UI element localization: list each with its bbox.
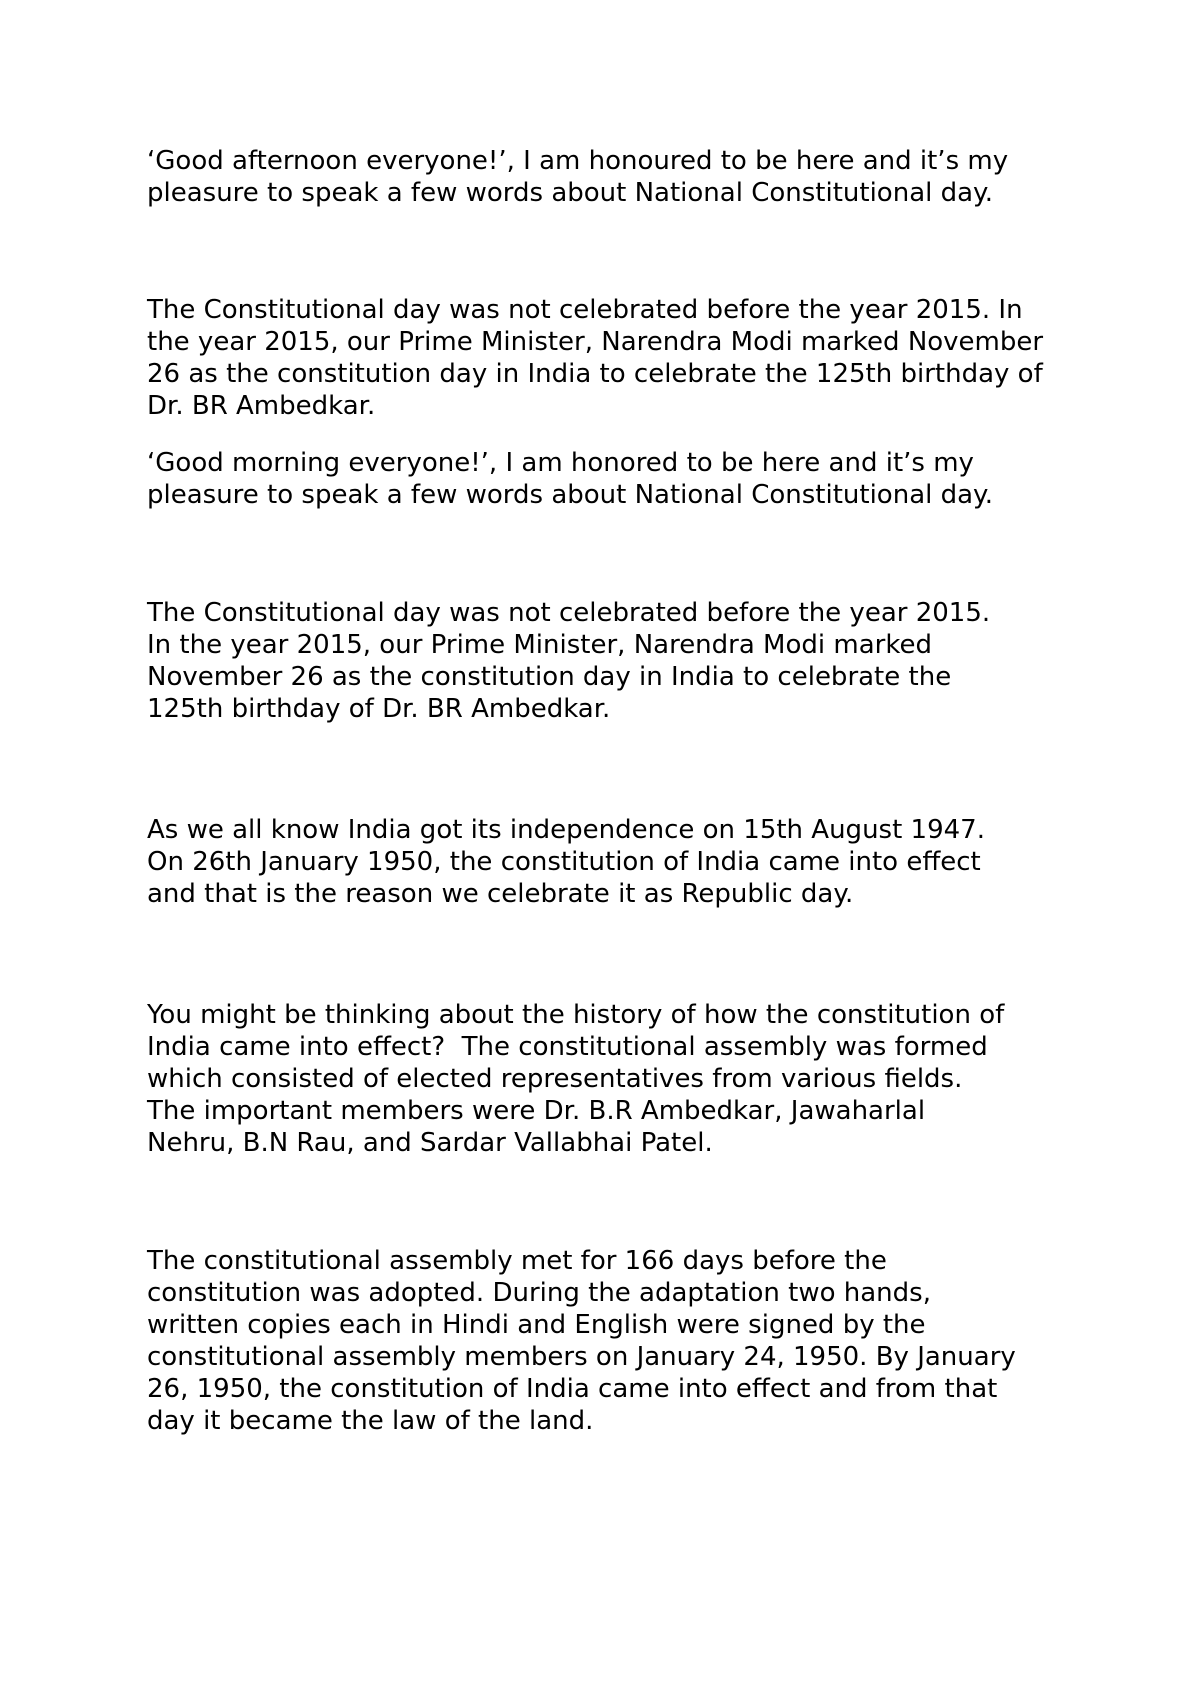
text-line: constitutional assembly members on January 24, 1950. By January [147, 1342, 1016, 1372]
text-line: The important members were Dr. B.R Ambedkar, Jawaharlal [147, 1096, 926, 1126]
text-line: Nehru, B.N Rau, and Sardar Vallabhai Patel. [147, 1128, 713, 1158]
paragraph-constitution-day-history-repeat [147, 597, 990, 725]
text-line: written copies each in Hindi and English were signed by the [147, 1310, 926, 1340]
text-line: constitution was adopted. During the adaptation two hands, [147, 1278, 931, 1308]
paragraph-greeting-afternoon [147, 145, 1008, 209]
text-line: You might be thinking about the history of how the constitution of [147, 1000, 1005, 1030]
text-line: ‘Good morning everyone!’, I am honored to be here and it’s my [147, 448, 974, 478]
text-line: The constitutional assembly met for 166 days before the [147, 1246, 887, 1276]
paragraph-greeting-morning [147, 447, 993, 511]
text-line: 125th birthday of Dr. BR Ambedkar. [147, 694, 611, 724]
text-line: November 26 as the constitution day in India to celebrate the [147, 662, 952, 692]
text-line: and that is the reason we celebrate it as Republic day. [147, 879, 854, 909]
paragraph-adoption [147, 1245, 1016, 1437]
paragraph-constitutional-assembly [147, 999, 1004, 1159]
text-line: The Constitutional day was not celebrated before the year 2015. In [147, 295, 1023, 325]
text-line: 26 as the constitution day in India to celebrate the 125th birthday of [147, 359, 1043, 389]
text-line: day it became the law of the land. [147, 1406, 594, 1436]
paragraph-constitution-day-history [147, 294, 1043, 422]
text-line: ‘Good afternoon everyone!’, I am honoured to be here and it’s my [147, 146, 1009, 176]
text-line: India came into effect? The constitutional assembly was formed [147, 1032, 988, 1062]
text-line: On 26th January 1950, the constitution of India came into effect [147, 847, 981, 877]
paragraph-independence [147, 814, 985, 910]
text-line: the year 2015, our Prime Minister, Narendra Modi marked November [147, 327, 1044, 357]
text-line: 26, 1950, the constitution of India came into effect and from that [147, 1374, 998, 1404]
text-line: which consisted of elected representatives from various fields. [147, 1064, 963, 1094]
text-line: The Constitutional day was not celebrated before the year 2015. [147, 598, 991, 628]
text-line: pleasure to speak a few words about National Constitutional day. [147, 480, 993, 510]
text-line: In the year 2015, our Prime Minister, Narendra Modi marked [147, 630, 932, 660]
text-line: pleasure to speak a few words about National Constitutional day. [147, 178, 993, 208]
text-line: As we all know India got its independence on 15th August 1947. [147, 815, 985, 845]
text-line: Dr. BR Ambedkar. [147, 391, 376, 421]
